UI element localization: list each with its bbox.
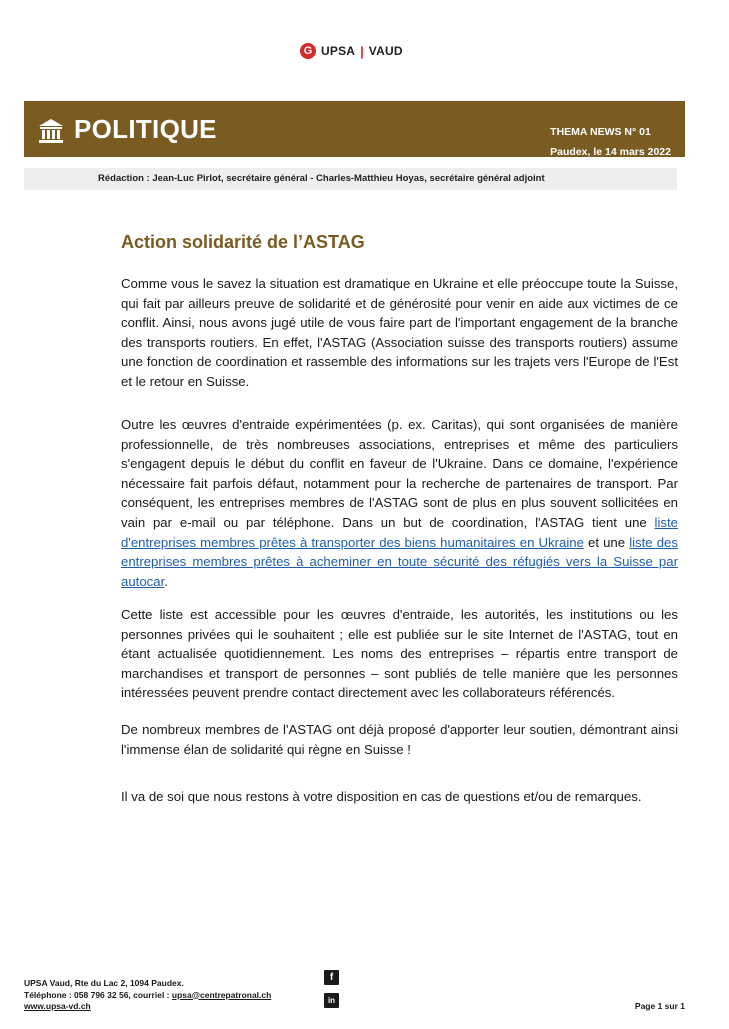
paragraph-1: Comme vous le savez la situation est dramatique en Ukraine et elle préoccupe toute la Suisse, qui fait par ailleurs preuve de solidarité et de générosité pour venir en aide aux victimes de ce conflit. Ainsi, nous avons jugé utile de vous faire part de l'important engagement de la branche des transports routiers. En effet, l'ASTAG (Association suisse des transports routiers) assume une fonction de coordination et rassemble des informations sur les trajets vers l'Europe de l'Est et le retour en Suisse. — [121, 276, 678, 389]
paragraph-2-text: Outre les œuvres d'entraide expérimentées (p. ex. Caritas), qui sont organisées de manière professionnelle, de très nombreuses associations, entreprises et même des particuliers s'engagent depuis le début du conflit en faveur de l'Ukraine. Dans ce domaine, l'expérience nécessaire fait parfois défaut, notamment pour la recherche de partenaires de transport. Par conséquent, les entreprises membres de l'ASTAG sont de plus en plus souvent sollicitées en vain par e-mail ou par téléphone. Dans un but de coordination, l'ASTAG tient une — [121, 417, 678, 530]
logo-brand: UPSA — [321, 44, 356, 58]
facebook-icon[interactable]: f — [324, 970, 339, 985]
paragraph-2-end: . — [164, 573, 168, 589]
issue-meta — [550, 122, 671, 162]
footer-address: UPSA Vaud, Rte du Lac 2, 1094 Paudex. — [24, 978, 184, 988]
footer-phone-line — [24, 990, 271, 1002]
redaction-text: Rédaction : Jean-Luc Pirlot, secrétaire général - Charles-Matthieu Hoyas, secrétaire général adjoint — [98, 173, 545, 184]
section-banner — [24, 101, 685, 157]
logo-region: VAUD — [368, 44, 403, 58]
footer-contact — [24, 978, 271, 1013]
footer-email-link[interactable]: upsa@centrepatronal.ch — [171, 989, 272, 1000]
footer-phone: Téléphone : 058 796 32 56, courriel : — [24, 989, 172, 1000]
issue-date: Paudex, le 14 mars 2022 — [550, 146, 671, 158]
paragraph-2 — [121, 415, 678, 591]
article-title: Action solidarité de l’ASTAG — [121, 232, 365, 252]
building-columns-icon — [38, 118, 64, 144]
issue-number: THEMA NEWS N° 01 — [550, 126, 651, 138]
logo-separator: | — [360, 43, 364, 59]
redaction-bar — [24, 168, 677, 190]
goods-transport-list-link[interactable]: liste d'entreprises membres prêtes à transporter des biens humanitaires en Ukraine — [121, 514, 678, 550]
section-title: POLITIQUE — [74, 114, 217, 144]
paragraph-2-mid: et une — [583, 534, 630, 550]
paragraph-5: Il va de soi que nous restons à votre disposition en cas de questions et/ou de remarques. — [121, 789, 642, 804]
paragraph-3: Cette liste est accessible pour les œuvres d'entraide, les autorités, les institutions ou les personnes privées qui le souhaitent ; elle est publiée sur le site Internet de l'ASTAG, tout en étant actualisée quotidiennement. Les noms des entreprises – répartis entre transport de marchandises et transport de personnes – sont publiés de telle manière que les personnes intéressées peuvent prendre contact directement avec les collaborateurs référencés. — [121, 607, 678, 701]
paragraph-4: De nombreux membres de l'ASTAG ont déjà proposé d'apporter leur soutien, démontrant ainsi l'immense élan de solidarité qui règne en Suisse ! — [121, 722, 678, 757]
upsa-logo-icon: G — [300, 43, 316, 59]
refugee-transport-list-link[interactable]: liste des entreprises membres prêtes à acheminer en toute sécurité des réfugiés vers la Suisse par autocar — [121, 534, 678, 589]
page-number: Page 1 sur 1 — [634, 1001, 685, 1011]
linkedin-icon[interactable]: in — [324, 993, 339, 1008]
footer-website-link[interactable]: www.upsa-vd.ch — [24, 1001, 91, 1011]
upsa-vaud-logo — [300, 40, 403, 62]
